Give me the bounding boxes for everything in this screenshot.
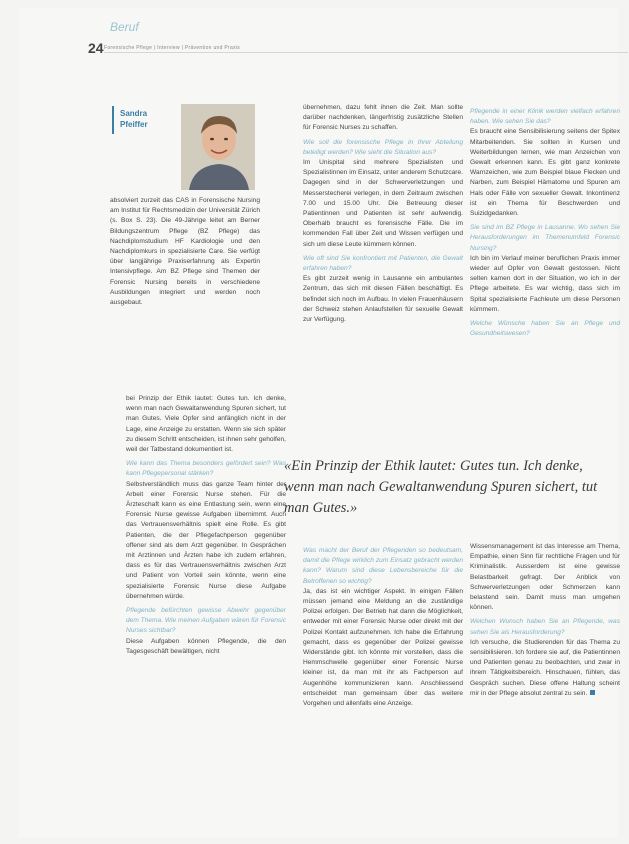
paragraph: Ja, das ist ein wichtiger Aspekt. In einigen Fällen müssen jemand eine Meldung an die zuständige Polizei erfolgen. Der Betrieb hat dann die Möglichkeit, entweder mit einer Forensic Nurse oder direkt mit der Polizei Kontakt aufzunehmen. Ich habe die Erfahrung gemacht, dass es gegenüber der Polizei gewisse Widerstände gibt. Ich könnte mir vorstellen, dass die Hemmschwelle gegenüber einer Forensic Nurse kleiner ist, da man mit ihr als Fachperson auf Augenhöhe kommunizieren kann. Anschliessend entscheidet man gemeinsam über das weitere Vorgehen und allenfalls eine Anzeige. [303,587,463,708]
interview-question: Pflegende in einer Klinik werden vielfach erfahren haben. Wie sehen Sie das? [470,108,620,126]
paragraph-final [470,638,620,699]
page-number: 24 [88,40,104,56]
paragraph: Im Unispital sind mehrere Spezialisten und Spezialistinnen im Einsatz, unter anderem Schutzcare. Dagegen sind in der Schwerverletzungen und Messerstecherei verlegen, in dem Zeitraum zwischen 7.00 und 15.00 Uhr. Die Betreuung dieser Patientinnen und Patienten ist sehr aufwendig. Oberhalb braucht es forensische Fälle. Die im kommenden Fall über Zeit und Wissen verfügen und sich um diese Leute kümmern können. [303,159,463,248]
header-rule [104,52,628,53]
interview-question: Wie soll die forensische Pflege in Ihrer Abteilung beteiligt werden? Wie sieht die Situation aus? [303,138,463,156]
column-1-bottom [126,394,286,657]
end-of-article-mark [590,690,595,695]
author-accent-rule [112,106,114,134]
section-tag: Beruf [110,20,139,34]
interview-question: Sie sind im BZ Pflege in Lausanne. Wo sehen Sie Herausforderungen im Themenumfeld Forensic Nursing? [470,224,620,252]
paragraph: Selbstverständlich muss das ganze Team hinter der Arbeit einer Forensic Nurse stehen. Für die Ärzteschaft kann es eine Entlastung sein, wenn eine Forensic Nurse gewisse Aufgaben übernimmt. Auch das Vertrauensverhältnis spielt eine Rolle. Es gibt Patienten, die der Pflegefachperson gegenüber offener sind als dem Arzt gegenüber. In Gesprächen mit Arztinnen und Ärzten habe ich zudem erfahren, dass es für das Vertrauensverhältnis zwischen Arzt und Patient von Vorteil sein könnte, wenn eine spezialisierte Forensic Nurse diese Aufgabe übernehmen würde. [126,480,286,600]
paragraph: übernehmen, dazu fehlt ihnen die Zeit. Man sollte darüber nachdenken, längerfristig zusätzliche Stellen für Forensic Nurses zu schaffen. [303,104,463,132]
column-3-top [470,103,620,339]
paragraph: Wissensmanagement ist das Interesse am Thema, Empathie, einen Sinn für rechtliche Fragen und für Kriminalistik. Ausserdem ist eine gewisse Belastbarkeit gefragt. Der Anblick von Schwerverletzungen oder Schmerzen kann belastend sein. Damit muss man umgehen können. [470,543,620,612]
author-box [100,104,260,190]
interview-question: Wie kann das Thema besonders gefördert sein? Was kann Pflegepersonal stärken? [126,460,286,478]
paragraph: Es braucht eine Sensibilisierung seitens der Spitex Mitarbeitenden. Sie sollten in Kursen und Weiterbildungen lernen, wie man Anzeichen von Gewalt erkennen kann. Es gibt ganz konkrete Warnzeichen, wie zum Beispiel blaue Flecken und Narben, zum Beispiel Hämatome und Spuren am Hals oder Fälle von sexueller Gewalt. Inkontinenz ist ein Thema für Beschwerden und Suizidgedanken. [470,128,620,218]
interview-question: Welchen Wunsch haben Sie an Pflegende, was sehen Sie als Herausforderung? [470,618,620,636]
paragraph: Es gibt zurzeit wenig in Lausanne ein ambulantes Zentrum, das sich mit diesen Fällen beschäftigt. Es befindet sich noch im Aufbau. In vielen Frauenhäusern der Schweiz stehen Anlaufstellen für sexuelle Gewalt zur Verfügung. [303,275,463,324]
interview-question: Welche Wünsche haben Sie an Pflege und Gesundheitswesen? [470,320,620,338]
author-portrait [181,104,255,190]
author-bio: absolviert zurzeit das CAS in Forensische Nursing am Institut für Rechtsmedizin der Universität Zürich (s. Box S. 23). Die 49-Jährige leitet am Berner Bildungszentrum Pflege (BZ Pflege) das Nachdiplomstudium HF Kardiologie und den Nachdiplomkurs in spezialisierte Care. Sie verfügt über langjährige Praxiserfahrung als Expertin Intensivpflege. Am BZ Pflege sind Themen der Forensic Nursing bereits in verschiedene Ausbildungen integriert und werden noch ausgebaut. [110,197,260,307]
author-name: Sandra Pfeiffer [120,109,148,129]
paragraph-final-text: Ich versuche, die Studierenden für das Thema zu sensibilisieren. Ich fordere sie auf, die Patientinnen und Patienten genau zu beobachten, und zwar in ihrem Tätigkeitsbereich. Hinschauen, fühlen, das Gespräch suchen. Diese offene Haltung scheint mir in der Pflege absolut zentral zu sein. [470,638,620,697]
portrait-illustration [181,104,255,190]
column-3-bottom [470,542,620,699]
magazine-page [18,8,618,838]
page-header [88,18,628,56]
pull-quote: «Ein Prinzip der Ethik lautet: Gutes tun. Ich denke, wenn man nach Gewaltanwendung Spuren sichert, tut man Gutes.» [284,458,598,516]
paragraph: Ich bin im Verlauf meiner beruflichen Praxis immer wieder auf Opfer von Gewalt gestossen. Nicht selten kamen dort in der Situation, wo ich in der Pflege arbeitete. Es war wichtig, dass sich im Spital spezialisierte Fachleute um diese Personen kümmern. [470,254,620,313]
interview-question: Pflegende befürchten gewisse Abwehr gegenüber dem Thema. Wie meinen Aufgaben wären für Forensic Nurses sichtbar? [126,607,286,635]
running-head: Forensische Pflege | Interview | Prävention und Praxis [104,45,241,51]
column-2-bottom [303,542,463,709]
column-2-top [303,103,463,325]
interview-question: Wie oft sind Sie konfrontiert mit Patienten, die Gewalt erfahren haben? [303,254,463,273]
interview-question: Was macht der Beruf der Pflegenden so bedeutsam, damit die Pflege wirklich zum Einsatz gebracht werden kann? Warum sind diese Lebensbereiche für die Betroffenen so wichtig? [303,547,463,585]
paragraph: Diese Aufgaben können Pflegende, die den Tagesgeschäft bewältigen, nicht [126,637,286,655]
paragraph: bei Prinzip der Ethik lautet: Gutes tun. Ich denke, wenn man nach Gewaltanwendung Spuren sichert, tut man Gutes. Viele Opfer sind anfänglich nicht in der Lage, eine Anzeige zu erstatten. Wenn sie sich später zu diesem Schritt entscheiden, ist ihnen sehr geholfen, weil der Tatbestand dokumentiert ist. [126,395,286,454]
column-1-top [110,196,260,308]
